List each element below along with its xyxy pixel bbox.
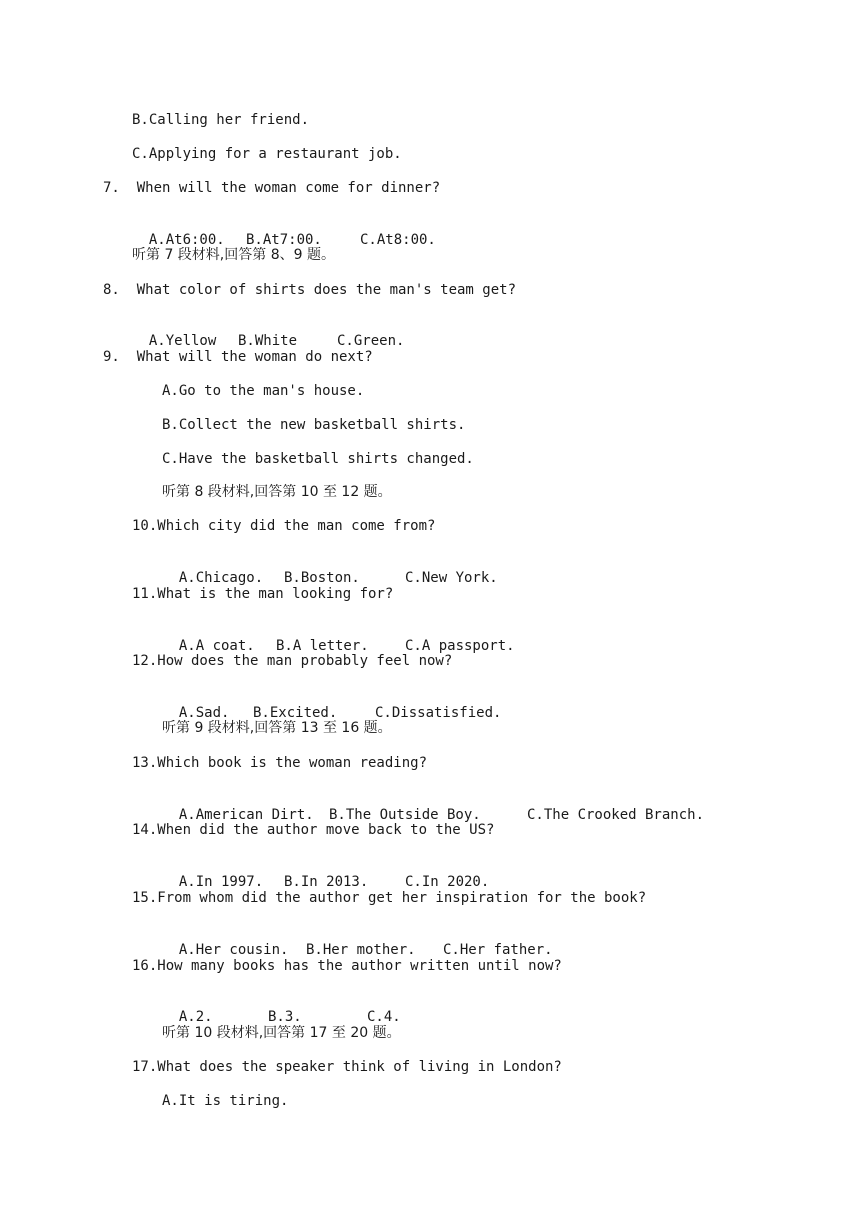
- option-a: A.Sad.: [178, 705, 230, 721]
- option-b: B.At7:00.: [246, 232, 322, 248]
- option-a: A.At6:00.: [148, 232, 225, 248]
- question-12-options: [162, 686, 502, 722]
- question-15-options: [162, 923, 553, 959]
- question-10: 10.Which city did the man come from?: [132, 518, 436, 534]
- option-b: B.Boston.: [284, 570, 360, 586]
- option-b: B.Collect the new basketball shirts.: [162, 417, 466, 433]
- option-b: B.A letter.: [276, 638, 369, 654]
- option-a: A.Yellow: [148, 333, 217, 349]
- option-a: A.Go to the man's house.: [162, 383, 365, 399]
- question-15: 15.From whom did the author get her inspiration for the book?: [132, 890, 647, 906]
- question-7: 7. When will the woman come for dinner?: [103, 180, 441, 196]
- option-c: C.4.: [367, 1009, 401, 1025]
- option-b: B.The Outside Boy.: [329, 807, 481, 823]
- question-17: 17.What does the speaker think of living in London?: [132, 1059, 562, 1075]
- option-c: C.New York.: [405, 570, 498, 586]
- option-a: A.It is tiring.: [162, 1093, 289, 1109]
- question-16-options: [162, 990, 401, 1026]
- question-9: 9. What will the woman do next?: [103, 349, 373, 365]
- section-heading-8: 听第 8 段材料,回答第 10 至 12 题。: [162, 484, 392, 500]
- option-b: B.3.: [268, 1009, 302, 1025]
- section-heading-10: 听第 10 段材料,回答第 17 至 20 题。: [162, 1025, 401, 1041]
- option-c: C.Have the basketball shirts changed.: [162, 451, 474, 467]
- option-c-q6: C.Applying for a restaurant job.: [132, 146, 402, 162]
- option-c: C.At8:00.: [360, 232, 436, 248]
- option-a: A.American Dirt.: [178, 807, 314, 823]
- question-11: 11.What is the man looking for?: [132, 586, 394, 602]
- question-7-options: [132, 213, 436, 249]
- question-14-options: [162, 855, 490, 891]
- question-13: 13.Which book is the woman reading?: [132, 755, 428, 771]
- question-11-options: [162, 619, 515, 655]
- option-b-q6: B.Calling her friend.: [132, 112, 310, 128]
- option-c: C.A passport.: [405, 638, 515, 654]
- question-12: 12.How does the man probably feel now?: [132, 653, 453, 669]
- section-heading-9: 听第 9 段材料,回答第 13 至 16 题。: [162, 720, 392, 736]
- question-8-options: [132, 314, 405, 350]
- option-a: A.Her cousin.: [178, 942, 289, 958]
- option-c: C.In 2020.: [405, 874, 490, 890]
- option-a: A.A coat.: [178, 638, 255, 654]
- option-a: A.Chicago.: [178, 570, 264, 586]
- question-10-options: [162, 551, 498, 587]
- option-c: C.Green.: [337, 333, 405, 349]
- option-b: B.Her mother.: [306, 942, 416, 958]
- question-16: 16.How many books has the author written until now?: [132, 958, 562, 974]
- option-b: B.Excited.: [253, 705, 338, 721]
- option-c: C.The Crooked Branch.: [527, 807, 705, 823]
- question-13-options: [162, 788, 705, 824]
- question-8: 8. What color of shirts does the man's team get?: [103, 282, 517, 298]
- option-b: B.In 2013.: [284, 874, 369, 890]
- option-a: A.2.: [178, 1009, 213, 1025]
- option-b: B.White: [238, 333, 298, 349]
- question-14: 14.When did the author move back to the US?: [132, 822, 495, 838]
- option-c: C.Dissatisfied.: [375, 705, 502, 721]
- section-heading-7: 听第 7 段材料,回答第 8、9 题。: [132, 247, 335, 263]
- option-a: A.In 1997.: [178, 874, 264, 890]
- option-c: C.Her father.: [443, 942, 553, 958]
